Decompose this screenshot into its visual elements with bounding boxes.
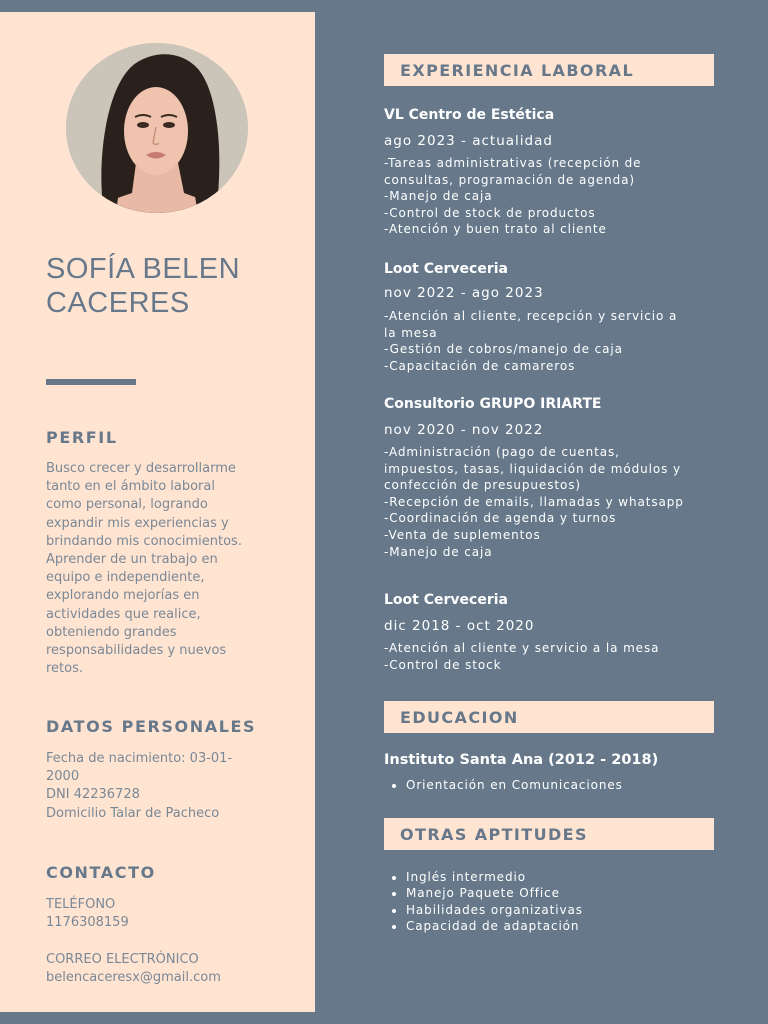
datos-personales-heading: DATOS PERSONALES bbox=[46, 717, 257, 736]
job-line: -Recepción de emails, llamadas y whatsapp bbox=[384, 494, 684, 509]
job-line: -Control de stock de productos bbox=[384, 205, 596, 220]
job-line: -Tareas administrativas (recepción de bbox=[384, 156, 642, 170]
job-entry bbox=[384, 260, 724, 374]
perfil-line: actividades que realice, bbox=[46, 606, 201, 622]
email-value[interactable]: belencaceresx@gmail.com bbox=[46, 970, 221, 986]
perfil-line: expandir mis experiencias y bbox=[46, 515, 229, 531]
perfil-line: tanto en el ámbito laboral bbox=[46, 479, 215, 495]
job-title: Loot Cerveceria bbox=[384, 592, 508, 608]
skills-list bbox=[384, 869, 724, 935]
job-line: confección de presupuestos) bbox=[384, 478, 581, 493]
job-line: -Atención al cliente y servicio a la mesa bbox=[384, 641, 660, 655]
skill-item: Habilidades organizativas bbox=[384, 902, 724, 918]
job-line: -Capacitación de camareros bbox=[384, 358, 576, 373]
education-institution: Instituto Santa Ana (2012 - 2018) bbox=[384, 752, 659, 768]
contacto-phone bbox=[46, 896, 271, 932]
job-line: impuestos, tasas, liquidación de módulos y bbox=[384, 461, 681, 476]
perfil-line: Busco crecer y desarrollarme bbox=[46, 461, 236, 476]
datos-personales-text bbox=[46, 750, 271, 823]
name-divider bbox=[46, 379, 136, 385]
job-entry bbox=[384, 395, 724, 560]
perfil-line: responsabilidades y nuevos bbox=[46, 643, 227, 659]
job-title: Loot Cerveceria bbox=[384, 261, 508, 277]
contacto-email bbox=[46, 951, 271, 987]
job-line: -Manejo de caja bbox=[384, 544, 493, 559]
education-list bbox=[384, 777, 724, 793]
job-description bbox=[384, 444, 724, 560]
phone-label: TELÉFONO bbox=[46, 897, 116, 912]
job-dates: ago 2023 - actualidad bbox=[384, 133, 553, 149]
job-title: Consultorio GRUPO IRIARTE bbox=[384, 396, 602, 412]
contacto-heading: CONTACTO bbox=[46, 863, 156, 882]
email-label: CORREO ELECTRÓNICO bbox=[46, 952, 199, 967]
perfil-line: obteniendo grandes bbox=[46, 624, 177, 640]
profile-photo bbox=[66, 43, 248, 213]
perfil-heading: PERFIL bbox=[46, 428, 118, 447]
perfil-line: retos. bbox=[46, 661, 84, 677]
job-line: -Venta de suplementos bbox=[384, 527, 541, 542]
otras-aptitudes-heading: OTRAS APTITUDES bbox=[384, 818, 714, 850]
person-name-line2: CACERES bbox=[46, 287, 190, 319]
job-line: -Control de stock bbox=[384, 657, 502, 672]
job-line: -Atención y buen trato al cliente bbox=[384, 222, 607, 237]
datos-line: Domicilio Talar de Pacheco bbox=[46, 805, 220, 821]
skill-item: Capacidad de adaptación bbox=[384, 918, 724, 934]
datos-line: DNI 42236728 bbox=[46, 787, 140, 803]
perfil-line: equipo e independiente, bbox=[46, 570, 205, 586]
job-dates: nov 2022 - ago 2023 bbox=[384, 285, 544, 301]
portrait-image bbox=[66, 43, 248, 213]
phone-value: 1176308159 bbox=[46, 915, 129, 931]
job-line: -Coordinación de agenda y turnos bbox=[384, 511, 617, 526]
job-dates: dic 2018 - oct 2020 bbox=[384, 618, 535, 634]
perfil-line: como personal, logrando bbox=[46, 497, 208, 513]
perfil-line: Aprender de un trabajo en bbox=[46, 552, 218, 568]
job-entry bbox=[384, 106, 724, 238]
job-entry bbox=[384, 591, 724, 673]
job-dates: nov 2020 - nov 2022 bbox=[384, 422, 544, 438]
person-name bbox=[46, 252, 296, 320]
educacion-heading: EDUCACION bbox=[384, 701, 714, 733]
education-item: Orientación en Comunicaciones bbox=[384, 777, 724, 793]
datos-line: Fecha de nacimiento: 03-01- bbox=[46, 751, 233, 766]
perfil-line: brindando mis conocimientos. bbox=[46, 533, 242, 549]
job-description bbox=[384, 308, 724, 374]
job-line: -Atención al cliente, recepción y servicio a bbox=[384, 309, 678, 323]
job-line: -Administración (pago de cuentas, bbox=[384, 445, 620, 459]
job-line: -Manejo de caja bbox=[384, 189, 493, 204]
job-description bbox=[384, 155, 724, 238]
skill-item: Manejo Paquete Office bbox=[384, 885, 724, 901]
job-line: la mesa bbox=[384, 325, 438, 340]
job-line: consultas, programación de agenda) bbox=[384, 172, 635, 187]
skill-item: Inglés intermedio bbox=[384, 869, 724, 885]
job-line: -Gestión de cobros/manejo de caja bbox=[384, 342, 623, 357]
job-description bbox=[384, 640, 724, 673]
job-title: VL Centro de Estética bbox=[384, 107, 555, 123]
experiencia-heading: EXPERIENCIA LABORAL bbox=[384, 54, 714, 86]
person-name-line1: SOFÍA BELEN bbox=[46, 253, 241, 285]
datos-line: 2000 bbox=[46, 769, 80, 785]
perfil-line: explorando mejorías en bbox=[46, 588, 200, 604]
perfil-text bbox=[46, 460, 271, 678]
education-entry bbox=[384, 751, 724, 769]
